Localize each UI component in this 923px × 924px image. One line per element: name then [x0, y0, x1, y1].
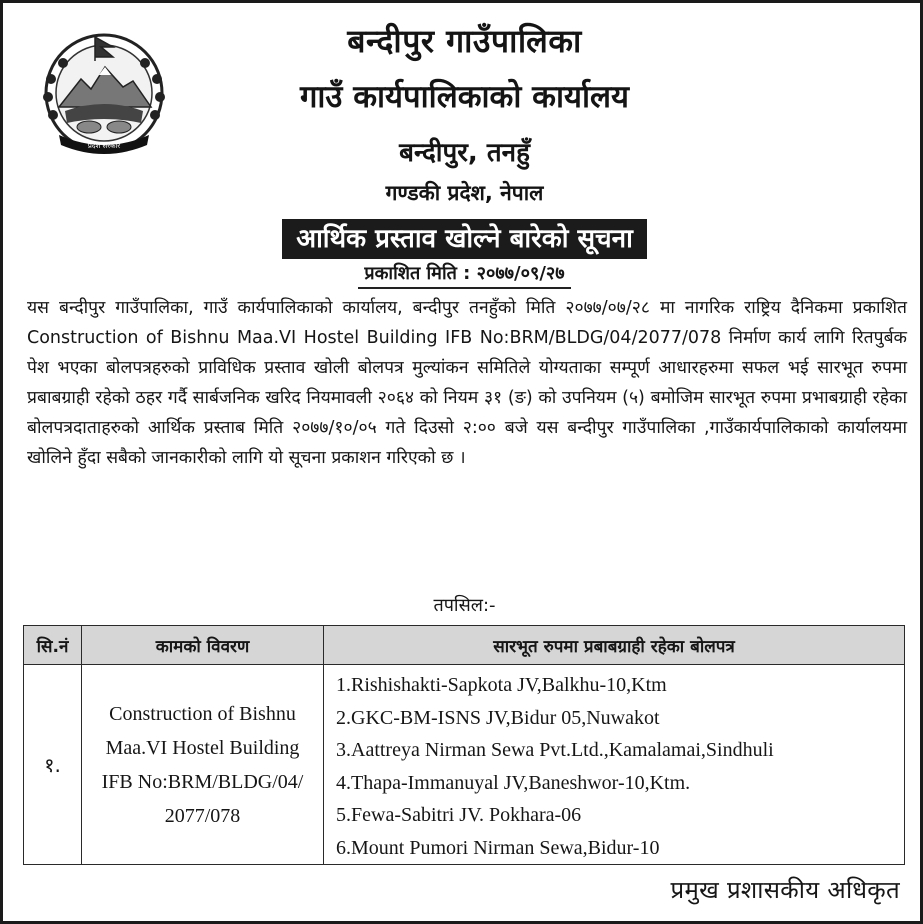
notice-body: यस बन्दीपुर गाउँपालिका, गाउँ कार्यपालिकाको कार्यालय, बन्दीपुर तनहुँको मिति २०७७/०७/२८ मा नागरिक राष्ट्रिय दैनिकमा प्रकाशित Construction of Bishnu Maa.VI Hostel Building IFB No:BRM/BLDG/04/2077/078 निर्माण कार्य लागि रितपुर्बक पेश भएका बोलपत्रहरुको प्राविधिक प्रस्ताव खोली बोलपत्र मुल्यांकन समितिले योग्यताका सम्पूर्ण आधारहरुमा सफल भई सारभूत रुपमा प्रबाबग्राही रहेको ठहर गर्दै सार्बजनिक खरिद नियमावली २०६४ को नियम ३१ (ङ) को उपनियम (५) बमोजिम सारभूत रुपमा प्रभाबग्राही रहेका बोलपत्रदाताहरुको आर्थिक प्रस्ताब मिति २०७७/१०/०५ गते दिउसो २:०० बजे यस बन्दीपुर गाउँपालिका ,गाउँकार्यपालिकाको कार्यालयमा खोलिने हुँदा सबैको जानकारीको लागि यो सूचना प्रकाशन गरिएको छ ।: [27, 298, 907, 468]
emblem-ribbon-text: प्रदेश सरकार: [87, 142, 121, 150]
bidders-table: [23, 625, 905, 865]
office-location: बन्दीपुर, तनहुँ: [399, 138, 530, 168]
bidder-item: 6.Mount Pumori Nirman Sewa,Bidur-10: [336, 836, 660, 859]
details-label: तपसिल:-: [433, 595, 496, 616]
bidder-item: 3.Aattreya Nirman Sewa Pvt.Ltd.,Kamalamai,Sindhuli: [336, 739, 774, 761]
table-header-row: [24, 626, 905, 665]
notice-title: आर्थिक प्रस्ताव खोल्ने बारेको सूचना: [282, 219, 647, 259]
bidder-item: 1.Rishishakti-Sapkota JV,Balkhu-10,Ktm: [336, 674, 667, 696]
header-serial: सि.नं: [24, 626, 82, 665]
notice-title-wrap: [3, 219, 923, 259]
bidder-item: 4.Thapa-Immanuyal JV,Baneshwor-10,Ktm.: [336, 771, 691, 794]
signatory-title: प्रमुख प्रशासकीय अधिकृत: [670, 876, 900, 904]
table-row: [24, 665, 905, 865]
office-name: गाउँ कार्यपालिकाको कार्यालय: [299, 79, 630, 115]
header-responsive-bids: सारभूत रुपमा प्रबाबग्राही रहेका बोलपत्र: [324, 626, 905, 665]
row-bidder-list: [324, 665, 905, 865]
bidder-item: 5.Fewa-Sabitri JV. Pokhara-06: [336, 804, 582, 826]
publication-date-wrap: [3, 261, 923, 289]
bidder-item: 2.GKC-BM-ISNS JV,Bidur 05,Nuwakot: [336, 706, 660, 729]
municipality-name: बन्दीपुर गाउँपालिका: [347, 22, 582, 60]
province-country: गण्डकी प्रदेश, नेपाल: [385, 181, 544, 205]
header-work-description: कामको विवरण: [82, 626, 324, 665]
publication-date: प्रकाशित मिति : २०७७/०९/२७: [358, 261, 570, 289]
row-serial: १.: [24, 665, 82, 865]
row-work-description: Construction of Bishnu Maa.VI Hostel Building IFB No:BRM/BLDG/04/ 2077/078: [82, 665, 324, 865]
